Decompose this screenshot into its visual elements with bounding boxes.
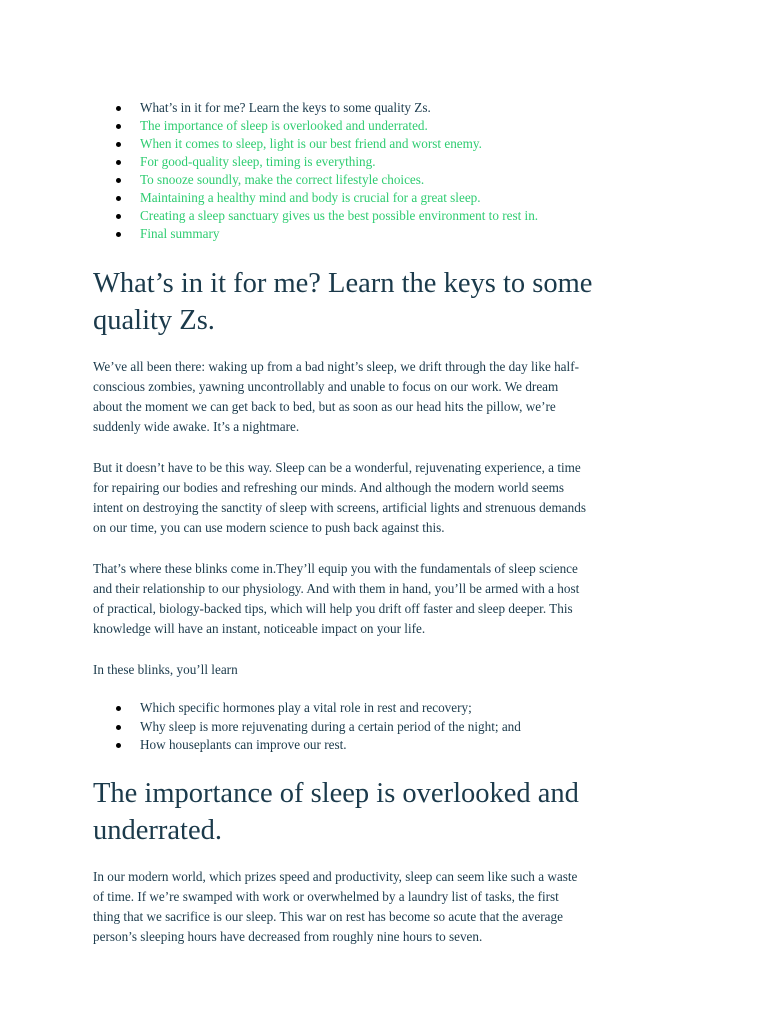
toc-item-label: For good-quality sleep, timing is everything. xyxy=(140,154,376,169)
bullet-icon xyxy=(116,196,121,201)
toc-item-label: What’s in it for me? Learn the keys to some quality Zs. xyxy=(140,100,431,115)
text-line: In our modern world, which prizes speed and productivity, sleep can seem like such a waste xyxy=(93,868,578,884)
bullet-icon xyxy=(116,178,121,183)
body-paragraph xyxy=(93,458,678,538)
body-paragraph xyxy=(93,867,678,947)
toc-item-label: Creating a sleep sanctuary gives us the best possible environment to rest in. xyxy=(140,208,539,223)
toc-item[interactable] xyxy=(93,153,678,171)
document-page xyxy=(93,99,678,947)
text-line: intent on destroying the sanctity of sleep with screens, artificial lights and strenuous demands xyxy=(93,500,586,515)
toc-item-label: Final summary xyxy=(140,226,220,241)
body-paragraph xyxy=(93,559,678,639)
toc-item-label: Maintaining a healthy mind and body is crucial for a great sleep. xyxy=(140,190,481,205)
bullet-icon xyxy=(116,106,121,111)
text-line: suddenly wide awake. It’s a nightmare. xyxy=(93,419,300,434)
list-item-label: How houseplants can improve our rest. xyxy=(140,737,347,752)
text-line: knowledge will have an instant, noticeable impact on your life. xyxy=(93,621,426,636)
heading-line: What’s in it for me? Learn the keys to some xyxy=(93,268,593,299)
toc-item[interactable] xyxy=(93,189,678,207)
text-line: of practical, biology-backed tips, which will help you drift off faster and sleep deeper. This xyxy=(93,601,573,616)
text-line: thing that we sacrifice is our sleep. This war on rest has become so acute that the average xyxy=(93,908,563,924)
text-line: conscious zombies, yawning uncontrollably and unable to focus on our work. We dream xyxy=(93,379,559,394)
toc-item[interactable] xyxy=(93,135,678,153)
text-line: That’s where these blinks come in.They’ll equip you with the fundamentals of sleep science xyxy=(93,561,578,576)
text-line: of time. If we’re swamped with work or overwhelmed by a laundry list of tasks, the first xyxy=(93,888,559,904)
heading-line: underrated. xyxy=(93,814,222,846)
list-item-label: Which specific hormones play a vital role in rest and recovery; xyxy=(140,700,472,715)
text-line: But it doesn’t have to be this way. Sleep can be a wonderful, rejuvenating experience, a time xyxy=(93,460,581,475)
bullet-icon xyxy=(116,232,121,237)
toc-item-label: The importance of sleep is overlooked and underrated. xyxy=(140,118,428,133)
toc-item[interactable] xyxy=(93,207,678,225)
text-line: about the moment we can get back to bed, but as soon as our head hits the pillow, we’re xyxy=(93,399,556,414)
toc-item[interactable] xyxy=(93,171,678,189)
list-item xyxy=(93,736,678,755)
toc-item-label: To snooze soundly, make the correct lifestyle choices. xyxy=(140,172,425,187)
bullet-icon xyxy=(116,124,121,129)
bullet-icon xyxy=(116,214,121,219)
text-line: and their relationship to our physiology. And with them in hand, you’ll be armed with a host xyxy=(93,581,580,596)
text-line: for repairing our bodies and refreshing our minds. And although the modern world seems xyxy=(93,480,564,495)
learn-intro: In these blinks, you’ll learn xyxy=(93,662,238,677)
bullet-icon xyxy=(116,142,121,147)
bullet-icon xyxy=(116,743,121,748)
bullet-icon xyxy=(116,160,121,165)
list-item xyxy=(93,718,678,737)
bullet-icon xyxy=(116,725,121,730)
heading-line: quality Zs. xyxy=(93,305,215,336)
table-of-contents xyxy=(93,99,678,243)
text-line: person’s sleeping hours have decreased from roughly nine hours to seven. xyxy=(93,928,483,944)
list-item xyxy=(93,699,678,718)
learn-list xyxy=(93,699,678,755)
list-item-label: Why sleep is more rejuvenating during a certain period of the night; and xyxy=(140,718,521,734)
text-line: We’ve all been there: waking up from a bad night’s sleep, we drift through the day like half- xyxy=(93,359,579,374)
toc-item[interactable] xyxy=(93,225,678,243)
body-paragraph xyxy=(93,357,678,437)
toc-item[interactable] xyxy=(93,117,678,135)
section-heading xyxy=(93,265,678,339)
toc-item[interactable] xyxy=(93,99,678,117)
heading-line: The importance of sleep is overlooked and xyxy=(93,777,579,809)
section-heading xyxy=(93,775,678,849)
text-line: on our time, you can use modern science to push back against this. xyxy=(93,520,445,535)
toc-item-label: When it comes to sleep, light is our best friend and worst enemy. xyxy=(140,136,482,151)
bullet-icon xyxy=(116,706,121,711)
